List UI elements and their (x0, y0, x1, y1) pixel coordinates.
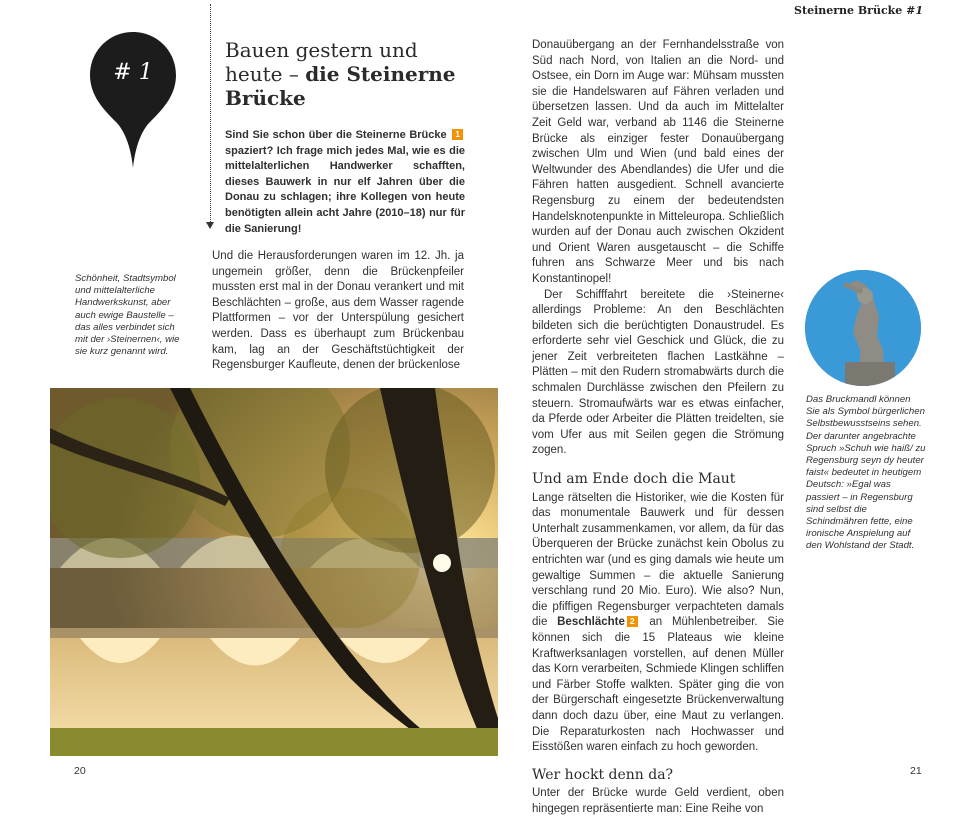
title-line-2-bold: die Steinerne (305, 62, 456, 86)
column-2-paragraph-4: Unter der Brücke wurde Geld verdient, oben hingegen repräsentierte man: Eine Reihe von (532, 787, 784, 815)
subheading-maut: Und am Ende doch die Maut (532, 471, 736, 488)
intro-paragraph (225, 128, 465, 237)
running-header (794, 4, 923, 17)
page-number-right: 21 (910, 765, 922, 777)
page-number-left: 20 (74, 765, 86, 777)
article-title (225, 38, 495, 110)
intro-text-start: Sind Sie schon über die Steinerne Brücke (225, 129, 447, 141)
title-line-1: Bauen gestern und (225, 38, 418, 62)
column-2-paragraph-3 (532, 491, 784, 756)
intro-text-end: spaziert? Ich frage mich jedes Mal, wie es die mittelalterlichen Handwerker schafften, dieses Bauwerk in nur elf Jahren über die Donau zu schlagen; ihre Kollegen von heute benötigten allein acht Jahre (2010–18) nur für die Sanierung! (225, 144, 465, 235)
arrow-down-icon (206, 222, 214, 229)
bridge-photo (50, 388, 498, 756)
location-marker-2: 2 (627, 616, 638, 627)
title-line-2-regular: heute – (225, 62, 306, 86)
column-2-paragraph-2: Der Schifffahrt bereitete die ›Steinerne‹ allerdings Probleme: An den Beschlächten bildeten sich die berüchtigten Donaustrudel. Es erforderte sehr viel Geschick und Glück, die zu jener Zeit verbreiteten flachen Lastkähne – Plätten – mit den Rudern stromabwärts durch die schmalen Durchlässe zwischen den Pfeilern zu steuern. Stromaufwärts war es etwas einfacher, da Pferde oder Arbeiter die Plätten treidelten, sie vom Ufer aus mit Seilen gegen die Strömung zogen. (532, 288, 784, 457)
bruckmandl-photo (805, 270, 921, 386)
badge-label: # 1 (113, 60, 153, 85)
running-number: #1 (906, 4, 923, 17)
column-1-text (212, 249, 464, 374)
caption-left: Schönheit, Stadtsymbol und mittelalterliche Handwerkskunst, aber auch ewige Baustelle – das alles verbindet sich mit der ›Steinernen‹, wie sie kurz genannt wird. (75, 273, 180, 358)
subheading-bruckmandl: Wer hockt denn da? (532, 766, 674, 783)
title-line-3-bold: Brücke (225, 86, 306, 110)
number-badge (88, 30, 178, 170)
column-1-paragraph: Und die Herausforderungen waren im 12. Jh. ja ungemein größer, denn die Brückenpfeiler mussten erst mal in der Donau verankert und mit Beschlächten – große, aus dem Wasser ragende Plattformen – vor der Unterspülung gesichert werden. Dass es überhaupt zum Brückenbau kam, lag an der Geschäftstüchtigkeit der Regensburger Kaufleute, denen der brückenlose (212, 250, 464, 372)
location-marker-1: 1 (452, 129, 463, 140)
dashed-rule (210, 4, 211, 224)
map-pin-icon (88, 30, 178, 170)
paragraph-3-bold: Beschlächte (557, 616, 625, 629)
column-2-text (532, 38, 784, 818)
caption-right: Das Bruckmandl können Sie als Symbol bürgerlichen Selbstbewusstseins sehen. Der darunter angebrachte Spruch »Schuh wie haiß/ zu Regensburg seyn dy heuter faist« bedeutet in heutigem Deutsch: »Egal was passiert – in Regensburg sind selbst die Schindmähren fette, eine ironische Anspielung auf den Wohlstand der Stadt. (806, 394, 926, 552)
paragraph-3-end: an Mühlenbetreiber. Sie können sich die 15 Plateaus wie kleine Kraftwerksanlagen vorstellen, auf denen Müller das Korn verarbeiten, Schmiede Klingen schliffen und Färber Stoffe walkten. Später ging die von der Bürgerschaft eingesetzte Brückenverwaltung dann doch dazu über, eine Maut zu verlangen. Die Reparaturkosten nach Hochwasser und Eisstößen waren einfach zu hoch geworden. (532, 616, 784, 754)
paragraph-3-start: Lange rätselten die Historiker, wie die Kosten für das monumentale Bauwerk und für dessen Unterhalt zusammenkamen, vor allem, da für das Überqueren der Brücke zunächst kein Obolus zu entrichten war (und es ging damals wie heute um gewaltige Summen – die aktuelle Sanierung verschlang rund 20 Mio. Euro). Wie also? Nun, die pfiffigen Regensburger verpachteten damals die (532, 491, 784, 629)
column-2-paragraph-1: Donauübergang an der Fernhandelsstraße von Süd nach Nord, von Italien an die Nord- und Ostsee, ein Dorn im Auge war: Mühsam mussten sie die Handelswaren auf Fähren verladen und übersetzen lassen. Und da auch im Mittelalter Zeit Geld war, verband ab 1146 die Steinerne Brücke als einziger fester Donauübergang zwischen Ulm und Wien (und bald eines der Weltwunder des Abendlandes) die Ufer und die Fähren hatten ausgedient. Schnell avancierte Regensburg zu einem der bedeutendsten Handelsknotenpunkte in Mitteleuropa. Schließlich wurden auf der Donau auch zwischen Okzident und Orient Waren ausgetauscht – die Schiffe fuhren ans Schwarze Meer und bis nach Konstantinopel! (532, 39, 784, 285)
running-title: Steinerne Brücke (794, 4, 903, 17)
